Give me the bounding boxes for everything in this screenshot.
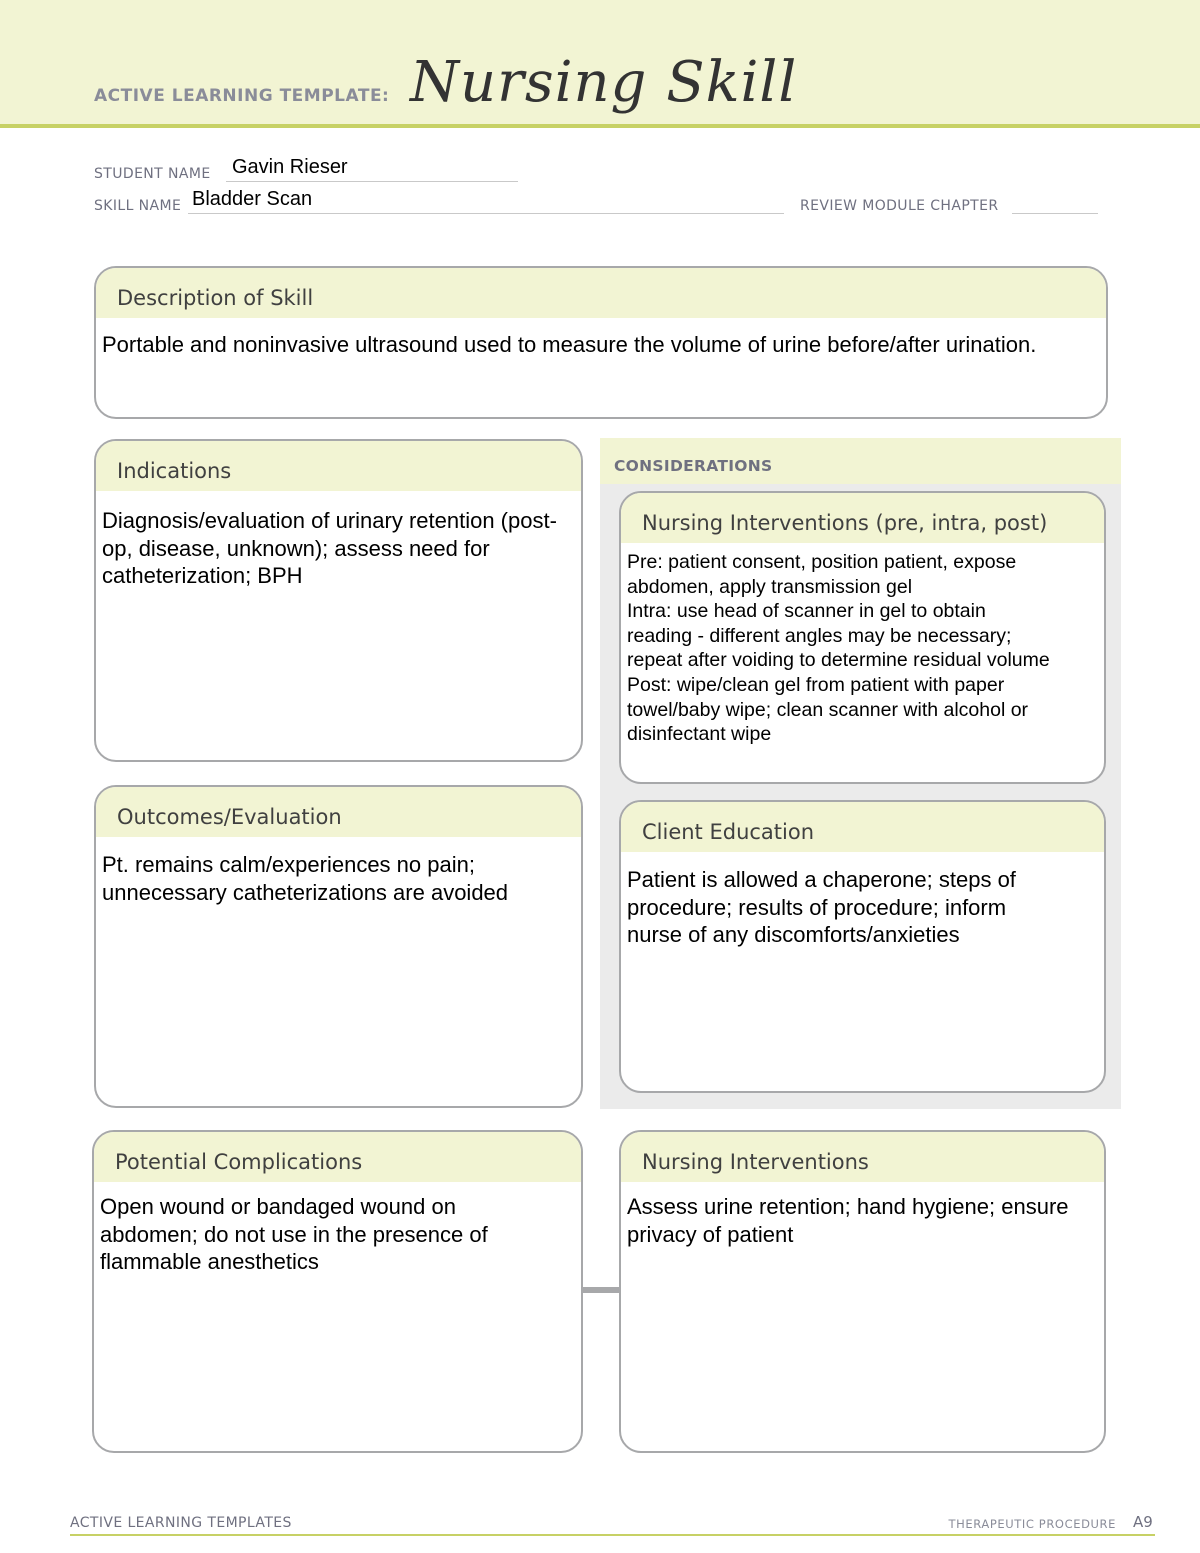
client-education-title: Client Education	[621, 802, 1104, 852]
review-module-label: REVIEW MODULE CHAPTER	[800, 198, 999, 214]
footer-rule	[70, 1534, 1155, 1536]
description-text[interactable]: Portable and noninvasive ultrasound used to measure the volume of urine before/after urination.	[102, 332, 1037, 357]
skill-name-underline	[188, 213, 784, 214]
nursing-interventions-ppp-box	[619, 491, 1106, 784]
client-education-text[interactable]: Patient is allowed a chaperone; steps of procedure; results of procedure; inform nurse of any discomforts/anxieties	[627, 867, 1016, 947]
student-name-underline	[226, 181, 518, 182]
outcomes-text[interactable]: Pt. remains calm/experiences no pain; unnecessary catheterizations are avoided	[102, 852, 509, 905]
ppp-line: Pre: patient consent, position patient, expose	[627, 551, 1017, 573]
complications-title: Potential Complications	[94, 1132, 581, 1182]
complications-text[interactable]: Open wound or bandaged wound on abdomen; do not use in the presence of flammable anesthetics	[100, 1194, 488, 1274]
header-band	[0, 0, 1200, 128]
connector-bar	[583, 1287, 619, 1293]
student-name-field[interactable]: Gavin Rieser	[232, 156, 348, 178]
indications-box	[94, 439, 583, 762]
student-name-label: STUDENT NAME	[94, 166, 211, 182]
considerations-label: CONSIDERATIONS	[614, 457, 773, 475]
skill-name-label: SKILL NAME	[94, 198, 182, 214]
indications-title: Indications	[96, 441, 581, 491]
template-label: ACTIVE LEARNING TEMPLATE:	[94, 86, 390, 106]
description-title: Description of Skill	[96, 268, 1106, 318]
nursing-interventions-box	[619, 1130, 1106, 1453]
ppp-line: reading - different angles may be necessary;	[627, 624, 1012, 647]
outcomes-box	[94, 785, 583, 1108]
outcomes-title: Outcomes/Evaluation	[96, 787, 581, 837]
review-module-underline	[1012, 213, 1098, 214]
complications-box	[92, 1130, 583, 1453]
nursing-interventions-ppp-title: Nursing Interventions (pre, intra, post)	[621, 493, 1104, 543]
description-box	[94, 266, 1108, 419]
ppp-line: towel/baby wipe; clean scanner with alcohol or	[627, 698, 1029, 721]
considerations-header	[600, 438, 1121, 484]
footer-page-number: A9	[1133, 1513, 1153, 1531]
ppp-line: Post: wipe/clean gel from patient with paper	[627, 673, 1005, 696]
page-title: Nursing Skill	[410, 50, 798, 115]
ppp-line: disinfectant wipe	[627, 723, 772, 746]
nursing-interventions-title: Nursing Interventions	[621, 1132, 1104, 1182]
indications-text[interactable]: Diagnosis/evaluation of urinary retention (post-op, disease, unknown); assess need for catheterization; BPH	[102, 508, 557, 588]
footer-left-label: ACTIVE LEARNING TEMPLATES	[70, 1515, 292, 1531]
ppp-line: repeat after voiding to determine residual volume	[627, 649, 1050, 672]
ppp-line: abdomen, apply transmission gel	[627, 575, 913, 598]
skill-name-field[interactable]: Bladder Scan	[192, 188, 313, 210]
client-education-box	[619, 800, 1106, 1093]
footer-right-label: THERAPEUTIC PROCEDURE	[948, 1517, 1116, 1531]
nursing-interventions-text[interactable]: Assess urine retention; hand hygiene; ensure privacy of patient	[627, 1194, 1069, 1247]
ppp-line: Intra: use head of scanner in gel to obtain	[627, 600, 986, 623]
nursing-interventions-ppp-text[interactable]	[621, 543, 1104, 747]
